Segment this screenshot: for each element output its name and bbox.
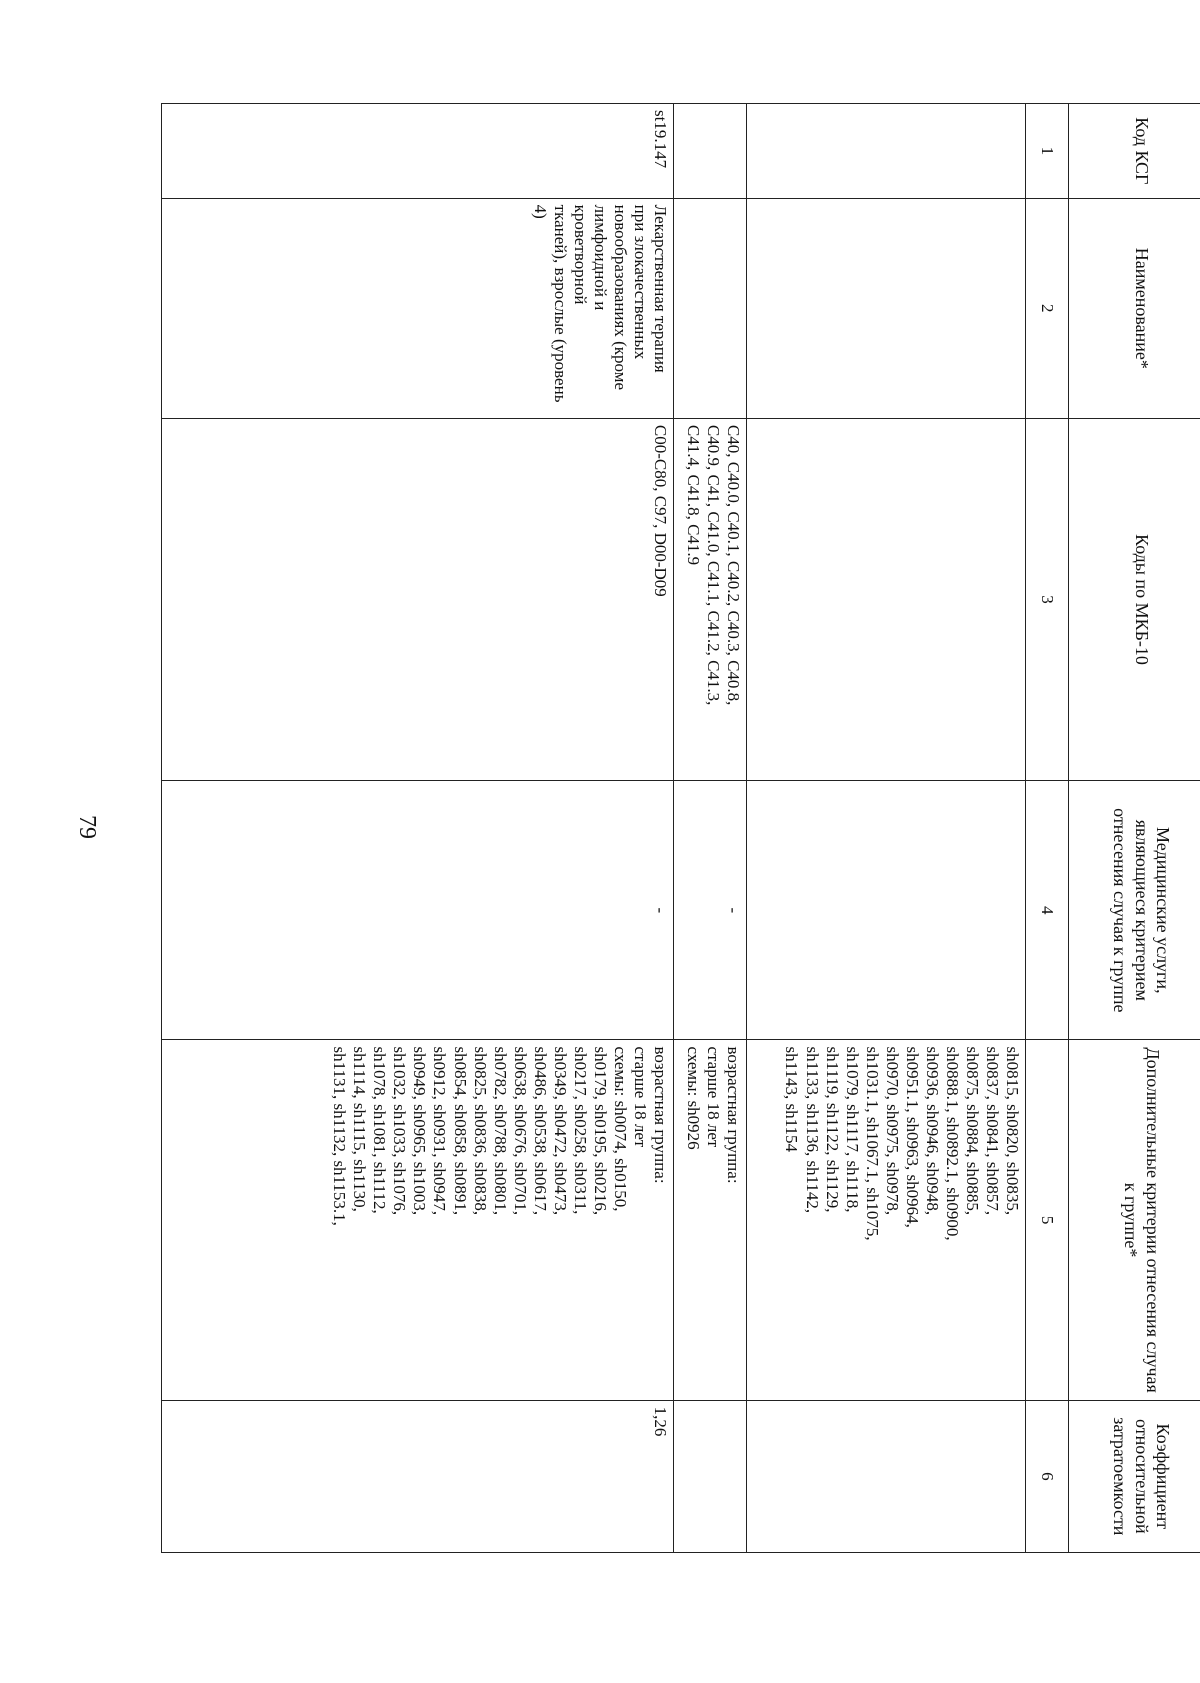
header-mkb-codes: Коды по МКБ-10: [1069, 418, 1200, 780]
criteria-line: возрастная группа:: [724, 1046, 743, 1184]
criteria-line: sh0888.1, sh0892.1, sh0900,: [942, 1046, 962, 1241]
cell-additional-criteria: [162, 1040, 674, 1400]
criteria-line: sh1031.1, sh1067.1, sh1075,: [862, 1046, 882, 1241]
page-number: 79: [74, 815, 100, 839]
criteria-line: sh1032, sh1033, sh1076,: [390, 1046, 410, 1216]
header-coefficient: Коэффициент относительной затратоемкости: [1069, 1400, 1200, 1552]
cell-medical-services: [747, 781, 1026, 1040]
criteria-line: sh0912, sh0931, sh0947,: [430, 1046, 450, 1216]
name-line: Лекарственная терапия: [651, 204, 670, 373]
criteria-line: sh0349, sh0472, sh0473,: [550, 1046, 570, 1216]
criteria-line: sh0854, sh0858, sh0891,: [450, 1046, 470, 1216]
cell-medical-services: -: [674, 781, 747, 1040]
column-number-row: [1026, 104, 1069, 1553]
cell-ksg-code: st19.147: [162, 104, 674, 199]
name-line: тканей), взрослые (уровень 4): [530, 204, 570, 403]
criteria-line: sh1131, sh1132, sh1153.1,: [330, 1046, 350, 1226]
criteria-line: старше 18 лет: [703, 1046, 723, 1148]
column-number: 3: [1026, 418, 1069, 780]
header-ksg-code: Код КСГ: [1069, 104, 1200, 199]
criteria-line: sh0825, sh0836, sh0838,: [470, 1046, 490, 1216]
header-name: Наименование*: [1069, 198, 1200, 418]
criteria-line: схемы: sh0926: [683, 1046, 703, 1150]
criteria-line: sh0949, sh0965, sh1003,: [410, 1046, 430, 1216]
name-line: при злокачественных: [630, 204, 650, 360]
criteria-line: sh1143, sh1154: [782, 1046, 802, 1152]
table-row: [162, 104, 674, 1553]
cell-medical-services: -: [162, 781, 674, 1040]
column-number: 1: [1026, 104, 1069, 199]
cell-name: [162, 198, 674, 418]
column-number: 2: [1026, 198, 1069, 418]
header-row: [1069, 104, 1200, 1553]
cell-mkb-codes: C00-C80, C97, D00-D09: [162, 418, 674, 780]
cell-name: [674, 198, 747, 418]
criteria-line: sh0837, sh0841, sh0857,: [982, 1046, 1002, 1216]
criteria-line: sh0875, sh0884, sh0885,: [962, 1046, 982, 1216]
column-number: 5: [1026, 1040, 1069, 1400]
ksg-table: [161, 103, 1200, 1553]
mkb-line: C40, C40.0, C40.1, C40.2, C40.3, C40.8,: [724, 424, 743, 706]
cell-additional-criteria: [747, 1040, 1026, 1400]
criteria-line: sh0936, sh0946, sh0948,: [922, 1046, 942, 1216]
name-line: новообразованиях (кроме: [610, 204, 630, 391]
criteria-line: старше 18 лет: [630, 1046, 650, 1148]
cell-mkb-codes: [674, 418, 747, 780]
header-additional-criteria: Дополнительные критерии отнесения случая к группе*: [1069, 1040, 1200, 1400]
criteria-line: sh0970, sh0975, sh0978,: [882, 1046, 902, 1216]
criteria-line: sh0638, sh0676, sh0701,: [510, 1046, 530, 1216]
cell-coefficient: [747, 1400, 1026, 1552]
criteria-line: sh0782, sh0788, sh0801,: [490, 1046, 510, 1216]
criteria-line: возрастная группа:: [651, 1046, 670, 1184]
table-row: [674, 104, 747, 1553]
criteria-line: sh1079, sh1117, sh1118,: [842, 1046, 862, 1213]
criteria-line: схемы: sh0074, sh0150,: [610, 1046, 630, 1212]
ksg-table-wrapper: [194, 103, 1200, 1553]
criteria-line: sh1133, sh1136, sh1142,: [802, 1046, 822, 1214]
cell-ksg-code: [674, 104, 747, 199]
cell-coefficient: [674, 1400, 747, 1552]
criteria-line: sh1114, sh1115, sh1130,: [350, 1046, 370, 1212]
cell-mkb-codes: [747, 418, 1026, 780]
cell-ksg-code: [747, 104, 1026, 199]
cell-name: [747, 198, 1026, 418]
column-number: 4: [1026, 781, 1069, 1040]
header-medical-services: Медицинские услуги, являющиеся критерием отнесения случая к группе: [1069, 781, 1200, 1040]
mkb-line: C41.4, C41.8, C41.9: [683, 424, 703, 566]
criteria-line: sh0217, sh0258, sh0311,: [570, 1046, 590, 1215]
criteria-line: sh0486, sh0538, sh0617,: [530, 1046, 550, 1216]
criteria-line: sh0815, sh0820, sh0835,: [1003, 1046, 1022, 1216]
criteria-line: sh0179, sh0195, sh0216,: [590, 1046, 610, 1216]
criteria-line: sh0951.1, sh0963, sh0964,: [902, 1046, 922, 1228]
column-number: 6: [1026, 1400, 1069, 1552]
mkb-line: C40.9, C41, C41.0, C41.1, C41.2, C41.3,: [703, 424, 723, 706]
table-row: [747, 104, 1026, 1553]
criteria-line: sh1078, sh1081, sh1112,: [370, 1046, 390, 1214]
name-line: лимфоидной и кроветворной: [570, 204, 610, 311]
cell-additional-criteria: [674, 1040, 747, 1400]
criteria-line: sh1119, sh1122, sh1129,: [822, 1046, 842, 1213]
cell-coefficient: 1,26: [162, 1400, 674, 1552]
